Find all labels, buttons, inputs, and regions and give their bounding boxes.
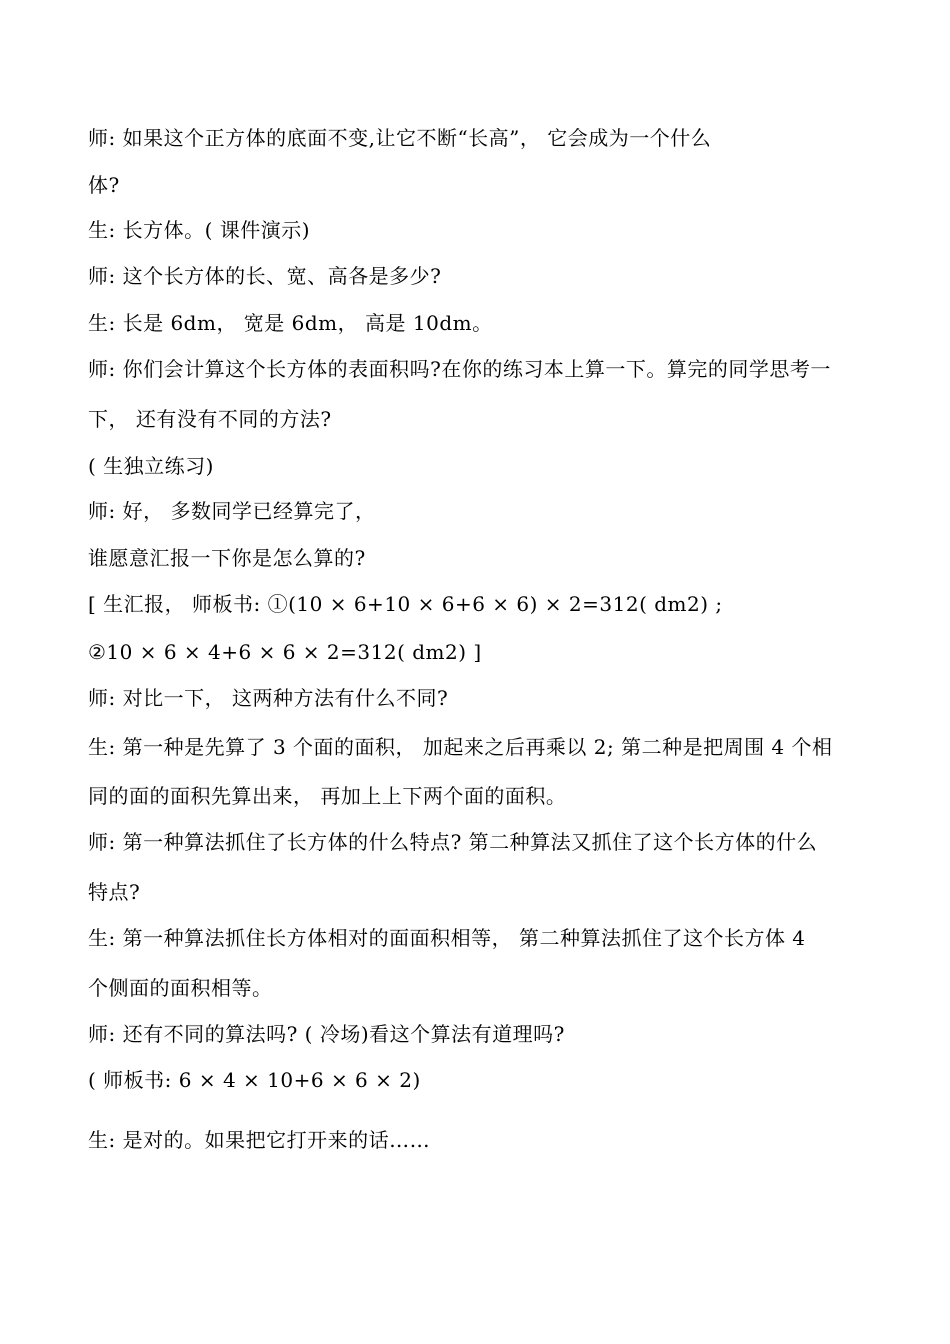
text-line: 特点? — [88, 880, 141, 904]
text-line: 师: 第一种算法抓住了长方体的什么特点? 第二种算法又抓住了这个长方体的什么 — [88, 830, 818, 854]
text-line: ( 生独立练习) — [88, 454, 214, 478]
text-line: 生: 长是 6dm， 宽是 6dm， 高是 10dm。 — [88, 311, 493, 335]
text-line: 谁愿意汇报一下你是怎么算的? — [88, 546, 366, 570]
text-line: 体? — [88, 173, 120, 197]
text-line: 下， 还有没有不同的方法? — [88, 407, 332, 431]
text-line: ( 师板书: 6 × 4 × 10+6 × 6 × 2) — [88, 1068, 421, 1092]
text-line: 生: 第一种算法抓住长方体相对的面面积相等， 第二种算法抓住了这个长方体 4 — [88, 926, 806, 950]
text-line: [ 生汇报， 师板书: ①(10 × 6+10 × 6+6 × 6) × 2=312( dm2) ; — [88, 592, 723, 616]
text-line: 师: 这个长方体的长、宽、高各是多少? — [88, 264, 442, 288]
text-line: 师: 还有不同的算法吗? ( 冷场)看这个算法有道理吗? — [88, 1022, 565, 1046]
text-line: 师: 对比一下， 这两种方法有什么不同? — [88, 686, 449, 710]
text-line: ②10 × 6 × 4+6 × 6 × 2=312( dm2) ] — [88, 640, 482, 664]
text-line: 师: 好， 多数同学已经算完了， — [88, 499, 376, 523]
text-line: 个侧面的面积相等。 — [88, 976, 273, 1000]
text-line: 同的面的面积先算出来， 再加上上下两个面的面积。 — [88, 784, 567, 808]
text-line: 师: 如果这个正方体的底面不变,让它不断“长高”， 它会成为一个什么 — [88, 126, 712, 150]
text-line: 师: 你们会计算这个长方体的表面积吗?在你的练习本上算一下。算完的同学思考一 — [88, 357, 831, 381]
text-line: 生: 长方体。( 课件演示) — [88, 218, 311, 242]
text-line: 生: 是对的。如果把它打开来的话…… — [88, 1128, 431, 1152]
text-line: 生: 第一种是先算了 3 个面的面积， 加起来之后再乘以 2; 第二种是把周围 4 个相 — [88, 735, 833, 759]
